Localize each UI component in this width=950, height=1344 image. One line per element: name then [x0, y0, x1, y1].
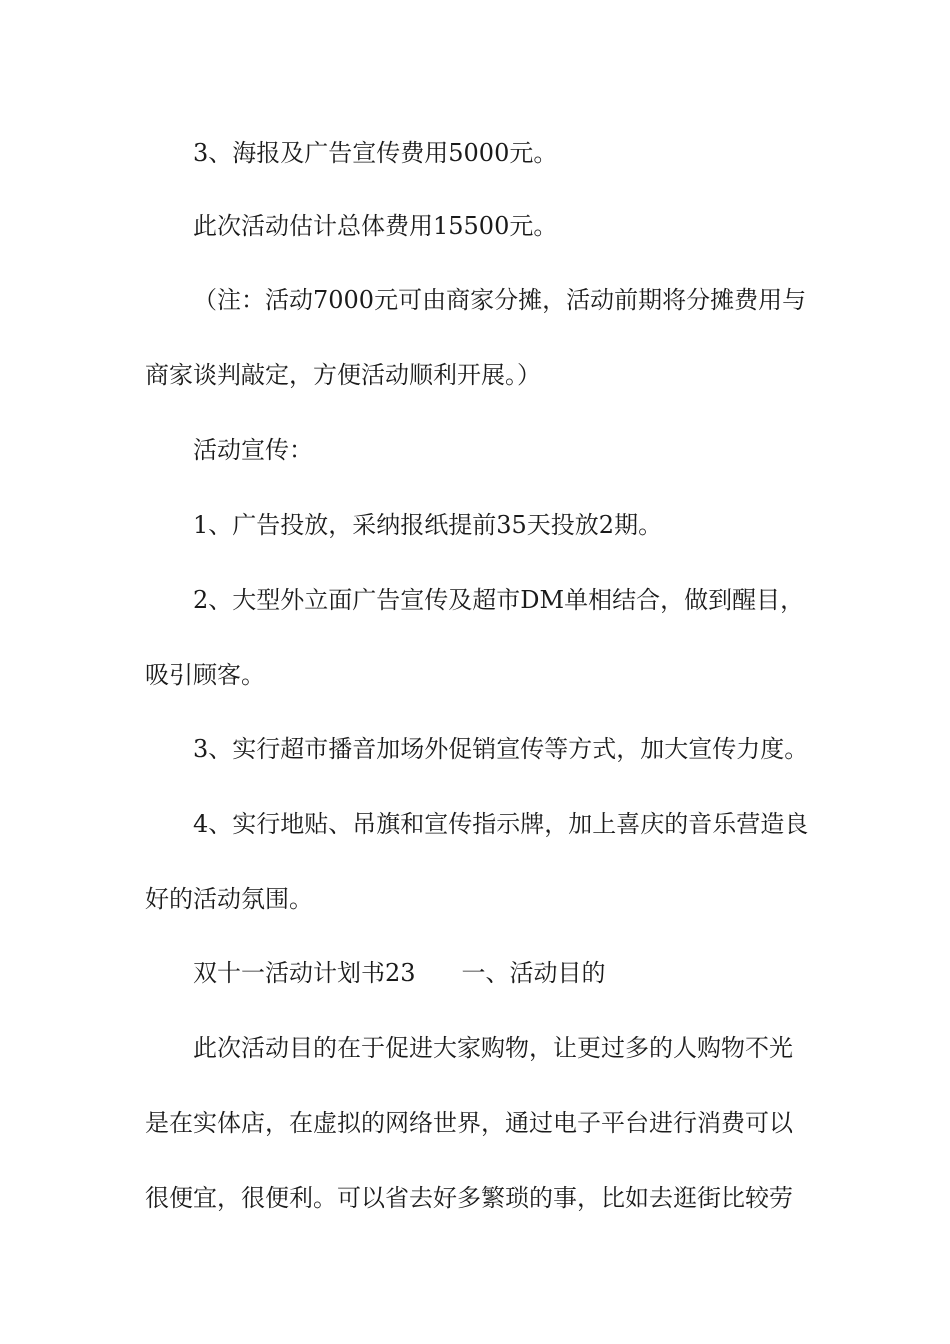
paragraph-line: 4、实行地贴、吊旗和宣传指示牌，加上喜庆的音乐营造良	[193, 810, 809, 838]
section-heading: 活动宣传：	[193, 436, 313, 464]
paragraph-line: 1、广告投放，采纳报纸提前35天投放2期。	[193, 511, 663, 539]
section-heading: 一、活动目的	[461, 959, 606, 987]
paragraph-line: 此次活动目的在于促进大家购物，让更过多的人购物不光	[193, 1034, 793, 1062]
paragraph-line: 3、海报及广告宣传费用5000元。	[193, 139, 558, 167]
paragraph-line: 2、大型外立面广告宣传及超市DM单相结合，做到醒目，	[193, 586, 805, 614]
paragraph-line: 3、实行超市播音加场外促销宣传等方式，加大宣传力度。	[193, 735, 809, 763]
paragraph-line: 好的活动氛围。	[145, 885, 313, 913]
paragraph-line: 是在实体店，在虚拟的网络世界，通过电子平台进行消费可以	[145, 1109, 793, 1137]
paragraph-line: 商家谈判敲定，方便活动顺利开展。）	[145, 361, 541, 389]
paragraph-line: （注：活动7000元可由商家分摊，活动前期将分摊费用与	[193, 286, 807, 314]
paragraph-line: 吸引顾客。	[145, 661, 265, 689]
document-title: 双十一活动计划书23	[193, 959, 416, 987]
paragraph-line: 此次活动估计总体费用15500元。	[193, 212, 558, 240]
paragraph-line: 很便宜，很便利。可以省去好多繁琐的事，比如去逛街比较劳	[145, 1184, 793, 1212]
heading-line	[193, 958, 815, 988]
